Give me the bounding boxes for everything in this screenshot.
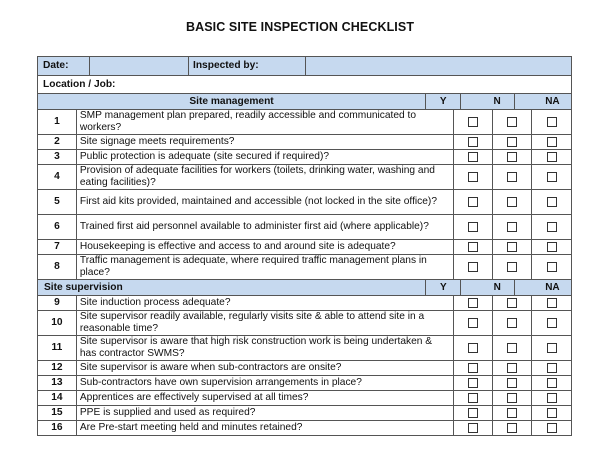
- item-number: 6: [38, 215, 77, 239]
- checkbox-na[interactable]: [547, 408, 557, 418]
- checkbox-no[interactable]: [507, 172, 517, 182]
- checkbox-no[interactable]: [507, 393, 517, 403]
- checkbox-na[interactable]: [547, 137, 557, 147]
- checklist-row: [37, 255, 572, 280]
- checkbox-yes[interactable]: [468, 262, 478, 272]
- item-number: 9: [38, 296, 77, 310]
- checkbox-cell-na: [532, 165, 571, 189]
- checkbox-cell-na: [532, 190, 571, 214]
- checklist-row: [37, 190, 572, 215]
- checkbox-no[interactable]: [507, 378, 517, 388]
- checkbox-yes[interactable]: [468, 408, 478, 418]
- checklist-row: [37, 215, 572, 240]
- checkbox-cell-no: [493, 311, 532, 335]
- column-y-header: Y: [426, 94, 461, 109]
- checkbox-cell-no: [493, 240, 532, 254]
- item-question: Apprentices are effectively supervised at all times?: [77, 391, 455, 405]
- checklist-row: [37, 110, 572, 135]
- checkbox-cell-no: [493, 296, 532, 310]
- column-y-header: Y: [426, 280, 461, 295]
- checkbox-cell-yes: [454, 135, 493, 149]
- item-number: 3: [38, 150, 77, 164]
- section-header: [37, 280, 572, 296]
- checkbox-cell-no: [493, 406, 532, 420]
- checkbox-cell-yes: [454, 150, 493, 164]
- column-n-header: N: [480, 94, 515, 109]
- checkbox-yes[interactable]: [468, 343, 478, 353]
- item-question: Sub-contractors have own supervision arrangements in place?: [77, 376, 455, 390]
- checkbox-cell-no: [493, 376, 532, 390]
- checkbox-cell-na: [532, 391, 571, 405]
- checkbox-cell-yes: [454, 376, 493, 390]
- item-number: 2: [38, 135, 77, 149]
- checkbox-yes[interactable]: [468, 172, 478, 182]
- item-number: 4: [38, 165, 77, 189]
- checkbox-no[interactable]: [507, 262, 517, 272]
- item-question: Site supervisor readily available, regularly visits site & able to attend site in a reasonable time?: [77, 311, 455, 335]
- date-field[interactable]: [90, 57, 189, 75]
- checkbox-yes[interactable]: [468, 242, 478, 252]
- inspected-by-label: Inspected by:: [189, 57, 306, 75]
- date-label: Date:: [38, 57, 90, 75]
- item-number: 14: [38, 391, 77, 405]
- item-number: 13: [38, 376, 77, 390]
- item-question: Housekeeping is effective and access to and around site is adequate?: [77, 240, 455, 254]
- checkbox-na[interactable]: [547, 197, 557, 207]
- item-question: Site supervisor is aware when sub-contractors are onsite?: [77, 361, 455, 375]
- checkbox-cell-no: [493, 110, 532, 134]
- checkbox-cell-na: [532, 311, 571, 335]
- item-question: PPE is supplied and used as required?: [77, 406, 455, 420]
- item-question: Site induction process adequate?: [77, 296, 455, 310]
- checkbox-no[interactable]: [507, 117, 517, 127]
- checkbox-cell-yes: [454, 215, 493, 239]
- checkbox-na[interactable]: [547, 318, 557, 328]
- item-question: Public protection is adequate (site secured if required)?: [77, 150, 455, 164]
- checkbox-no[interactable]: [507, 298, 517, 308]
- checkbox-na[interactable]: [547, 343, 557, 353]
- checkbox-yes[interactable]: [468, 152, 478, 162]
- checkbox-no[interactable]: [507, 408, 517, 418]
- column-spacer: [461, 280, 480, 295]
- checkbox-cell-no: [493, 190, 532, 214]
- item-question: Site signage meets requirements?: [77, 135, 455, 149]
- section-header: [37, 94, 572, 110]
- item-question: Provision of adequate facilities for workers (toilets, drinking water, washing and eating facilities)?: [77, 165, 455, 189]
- checkbox-yes[interactable]: [468, 137, 478, 147]
- item-number: 5: [38, 190, 77, 214]
- checkbox-cell-na: [532, 376, 571, 390]
- checkbox-yes[interactable]: [468, 363, 478, 373]
- column-na-header: NA: [545, 281, 560, 293]
- checkbox-cell-yes: [454, 255, 493, 279]
- date-row: [37, 56, 572, 76]
- column-spacer: [515, 280, 534, 295]
- checkbox-cell-yes: [454, 110, 493, 134]
- checkbox-cell-yes: [454, 190, 493, 214]
- page-title: BASIC SITE INSPECTION CHECKLIST: [185, 20, 415, 34]
- item-number: 11: [38, 336, 77, 360]
- checkbox-yes[interactable]: [468, 378, 478, 388]
- checkbox-cell-na: [532, 255, 571, 279]
- checkbox-yes[interactable]: [468, 197, 478, 207]
- checkbox-cell-na: [532, 215, 571, 239]
- section-name: Site supervision: [38, 280, 426, 295]
- checkbox-no[interactable]: [507, 152, 517, 162]
- checkbox-yes[interactable]: [468, 318, 478, 328]
- item-question: Trained first aid personnel available to administer first aid (where applicable)?: [77, 215, 455, 239]
- column-spacer: [461, 94, 480, 109]
- checkbox-yes[interactable]: [468, 298, 478, 308]
- checkbox-na[interactable]: [547, 423, 557, 433]
- sections: [37, 94, 572, 436]
- checkbox-cell-na: [532, 240, 571, 254]
- checklist-row: [37, 376, 572, 391]
- column-na-header: NA: [545, 95, 560, 107]
- item-number: 8: [38, 255, 77, 279]
- checkbox-cell-no: [493, 361, 532, 375]
- checkbox-cell-no: [493, 336, 532, 360]
- checkbox-cell-na: [532, 421, 571, 435]
- checkbox-cell-yes: [454, 361, 493, 375]
- item-number: 1: [38, 110, 77, 134]
- checklist-table: [37, 56, 572, 436]
- checklist-row: [37, 296, 572, 311]
- checkbox-yes[interactable]: [468, 222, 478, 232]
- checkbox-no[interactable]: [507, 222, 517, 232]
- checkbox-no[interactable]: [507, 137, 517, 147]
- checkbox-yes[interactable]: [468, 393, 478, 403]
- checklist-row: [37, 311, 572, 336]
- checklist-row: [37, 391, 572, 406]
- item-number: 7: [38, 240, 77, 254]
- checkbox-cell-na: [532, 336, 571, 360]
- checklist-row: [37, 421, 572, 436]
- checkbox-no[interactable]: [507, 197, 517, 207]
- checkbox-cell-no: [493, 215, 532, 239]
- checklist-row: [37, 150, 572, 165]
- checkbox-cell-na: [532, 150, 571, 164]
- checklist-row: [37, 406, 572, 421]
- checklist-row: [37, 135, 572, 150]
- checkbox-cell-na: [532, 406, 571, 420]
- checkbox-cell-na: [532, 110, 571, 134]
- inspected-by-field[interactable]: [306, 57, 571, 75]
- checkbox-cell-no: [493, 421, 532, 435]
- checkbox-no[interactable]: [507, 343, 517, 353]
- checkbox-cell-no: [493, 391, 532, 405]
- checklist-row: [37, 165, 572, 190]
- checkbox-cell-no: [493, 150, 532, 164]
- column-spacer: [515, 94, 534, 109]
- location-row: [37, 76, 572, 94]
- checkbox-cell-yes: [454, 421, 493, 435]
- item-number: 15: [38, 406, 77, 420]
- location-label[interactable]: Location / Job:: [43, 78, 116, 90]
- checkbox-cell-na: [532, 361, 571, 375]
- checkbox-no[interactable]: [507, 318, 517, 328]
- checkbox-no[interactable]: [507, 423, 517, 433]
- checkbox-na[interactable]: [547, 298, 557, 308]
- checkbox-na[interactable]: [547, 222, 557, 232]
- checkbox-cell-na: [532, 296, 571, 310]
- checkbox-cell-no: [493, 165, 532, 189]
- checklist-row: [37, 361, 572, 376]
- item-question: Traffic management is adequate, where required traffic management plans in place?: [77, 255, 455, 279]
- item-number: 12: [38, 361, 77, 375]
- item-question: SMP management plan prepared, readily accessible and communicated to workers?: [77, 110, 455, 134]
- checkbox-yes[interactable]: [468, 117, 478, 127]
- checkbox-cell-na: [532, 135, 571, 149]
- checkbox-cell-yes: [454, 240, 493, 254]
- checkbox-no[interactable]: [507, 363, 517, 373]
- section-name: Site management: [38, 94, 426, 109]
- checkbox-no[interactable]: [507, 242, 517, 252]
- checkbox-na[interactable]: [547, 172, 557, 182]
- checklist-row: [37, 240, 572, 255]
- checklist-row: [37, 336, 572, 361]
- checkbox-na[interactable]: [547, 262, 557, 272]
- checkbox-cell-yes: [454, 391, 493, 405]
- checkbox-cell-no: [493, 255, 532, 279]
- checkbox-cell-no: [493, 135, 532, 149]
- item-question: Are Pre-start meeting held and minutes retained?: [77, 421, 455, 435]
- checkbox-na[interactable]: [547, 152, 557, 162]
- checkbox-na[interactable]: [547, 242, 557, 252]
- checkbox-cell-yes: [454, 336, 493, 360]
- item-number: 10: [38, 311, 77, 335]
- item-number: 16: [38, 421, 77, 435]
- checkbox-na[interactable]: [547, 363, 557, 373]
- checkbox-na[interactable]: [547, 117, 557, 127]
- checkbox-cell-yes: [454, 311, 493, 335]
- checkbox-yes[interactable]: [468, 423, 478, 433]
- checkbox-cell-yes: [454, 165, 493, 189]
- checkbox-cell-yes: [454, 296, 493, 310]
- checkbox-na[interactable]: [547, 393, 557, 403]
- item-question: First aid kits provided, maintained and accessible (not locked in the site office)?: [77, 190, 455, 214]
- checkbox-cell-yes: [454, 406, 493, 420]
- item-question: Site supervisor is aware that high risk construction work is being undertaken & has contractor SWMS?: [77, 336, 455, 360]
- column-n-header: N: [480, 280, 515, 295]
- checkbox-na[interactable]: [547, 378, 557, 388]
